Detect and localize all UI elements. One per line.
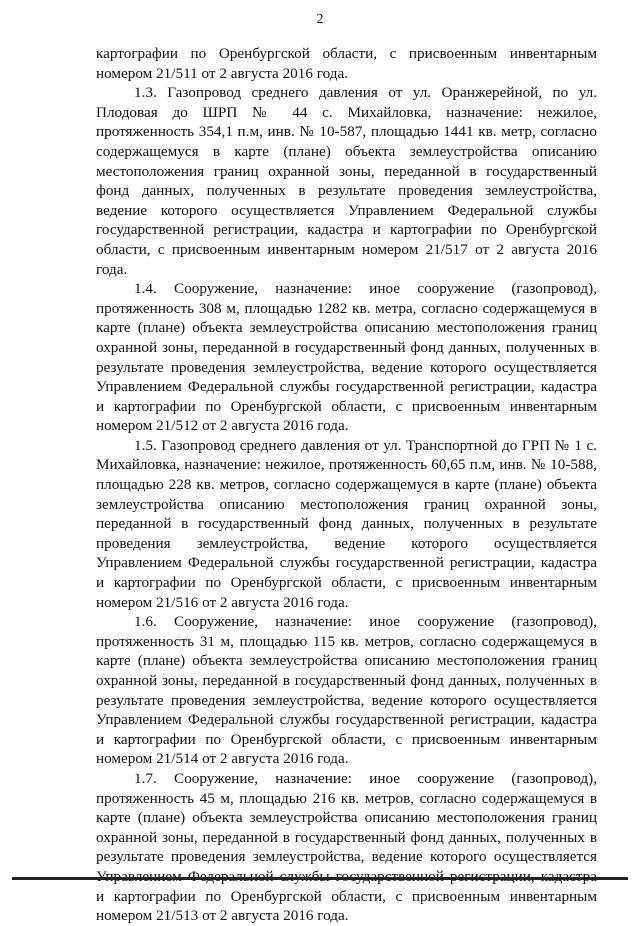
paragraph-1-6: 1.6. Сооружение, назначение: иное сооружение (газопровод), протяженность 31 м, площадью 115 кв. метров, согласно содержащемуся в карте (плане) объекта землеустройства описанию местоположения границ охранной зоны, переданной в государственный фонд данных, полученных в результате проведения землеустройства, ведение которого осуществляется Управлением Федеральной службы государственной регистрации, кадастра и картографии по Оренбургской области, с присвоенным инвентарным номером 21/514 от 2 августа 2016 года.	[96, 613, 597, 768]
document-body	[96, 44, 597, 926]
paragraph-1-5: 1.5. Газопровод среднего давления от ул. Транспортной до ГРП № 1 с. Михайловка, назначение: нежилое, протяженность 60,65 п.м, инв. № 10-588, площадью 228 кв. метров, согласно содержащемуся в карте (плане) объекта землеустройства описанию местоположения границ охранной зоны, переданной в государственный фонд данных, полученных в результате проведения землеустройства, ведение которого осуществляется Управлением Федеральной службы государственной регистрации, кадастра и картографии по Оренбургской области, с присвоенным инвентарным номером 21/516 от 2 августа 2016 года.	[96, 436, 597, 611]
paragraph-continuation: картографии по Оренбургской области, с присвоенным инвентарным номером 21/511 от 2 августа 2016 года.	[96, 45, 597, 82]
bottom-rule	[12, 877, 628, 880]
page-number: 2	[316, 12, 324, 27]
paragraph-1-4: 1.4. Сооружение, назначение: иное сооружение (газопровод), протяженность 308 м, площадью 1282 кв. метра, согласно содержащемуся в карте (плане) объекта землеустройства описанию местоположения границ охранной зоны, переданной в государственный фонд данных, полученных в результате проведения землеустройства, ведение которого осуществляется Управлением Федеральной службы государственной регистрации, кадастра и картографии по Оренбургской области, с присвоенным инвентарным номером 21/512 от 2 августа 2016 года.	[96, 280, 597, 435]
paragraph-1-7: 1.7. Сооружение, назначение: иное сооружение (газопровод), протяженность 45 м, площадью 216 кв. метров, согласно содержащемуся в карте (плане) объекта землеустройства описанию местоположения границ охранной зоны, переданной в государственный фонд данных, полученных в результате проведения землеустройства, ведение которого осуществляется и картографии по Оренбургской области, с присвоенным инвентарным номером 21/513 от 2 августа 2016 года.	[96, 769, 597, 925]
paragraph-1-3: 1.3. Газопровод среднего давления от ул. Оранжерейной, по ул. Плодовая до ШРП № 44 с. Михайловка, назначение: нежилое, протяженность 354,1 п.м, инв. № 10-587, площадью 1441 кв. метр, согласно содержащемуся в карте (плане) объекта землеустройства описанию местоположения границ охранной зоны, переданной в государственный фонд данных, полученных в результате проведения землеустройства, ведение которого осуществляется Управлением Федеральной службы государственной регистрации, кадастра и картографии по Оренбургской области, с присвоенным инвентарным номером 21/517 от 2 августа 2016 года.	[96, 84, 597, 278]
